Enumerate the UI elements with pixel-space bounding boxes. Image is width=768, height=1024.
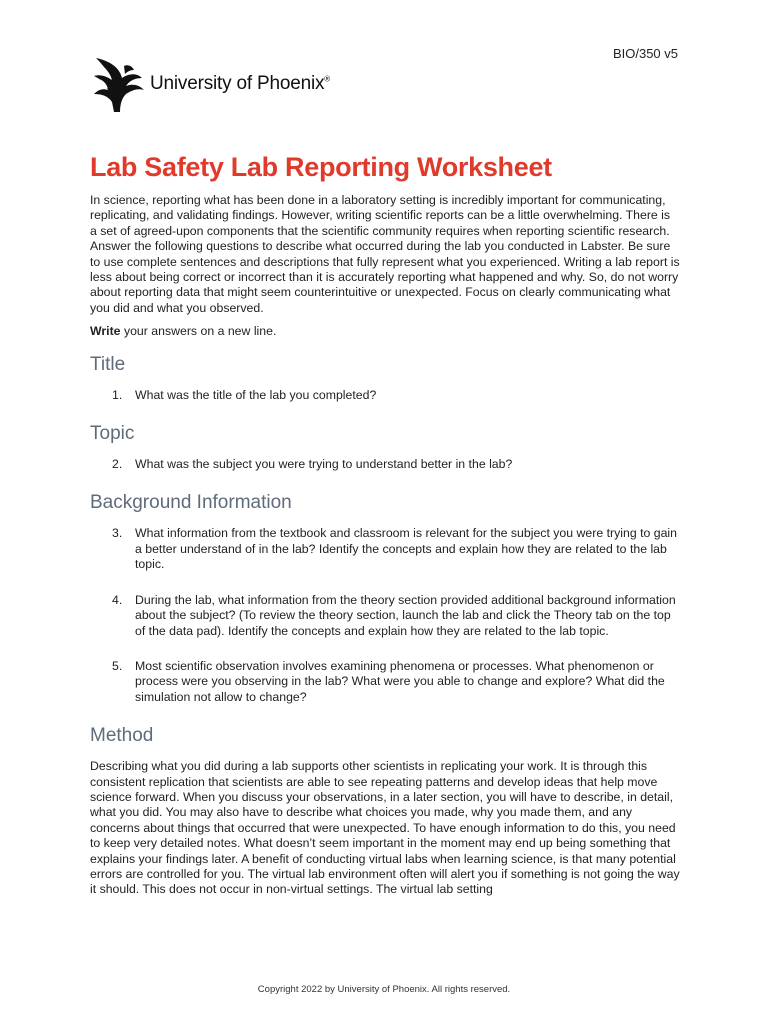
page-title: Lab Safety Lab Reporting Worksheet bbox=[90, 152, 552, 182]
instruction-text: your answers on a new line. bbox=[120, 324, 277, 339]
university-logo bbox=[90, 54, 330, 114]
question-item bbox=[90, 526, 680, 572]
method-paragraph: Describing what you did during a lab supports other scientists in replicating your work. It is through this consistent replication that scientists are able to see repeating patterns and develop ideas that help move science forward. When you discuss your observations, in a later section, you will have to describe, in detail, what you did. You may also have to describe what choices you made, why you made them, and any concerns about things that occurred that were unexpected. To have enough information to do this, you need to keep very detailed notes. What doesn’t seem important in the moment may end up being something that explains your findings later. A benefit of conducting virtual labs when learning science, is that many potential errors are controlled for you. The virtual lab environment often will alert you if something is not going the way it should. This does not occur in non-virtual settings. The virtual lab setting bbox=[90, 759, 680, 897]
instruction-line bbox=[90, 324, 680, 339]
question-list-topic bbox=[90, 457, 680, 472]
question-number: 2. bbox=[112, 457, 123, 472]
question-text: What was the subject you were trying to understand better in the lab? bbox=[135, 457, 513, 472]
course-code: BIO/350 v5 bbox=[612, 46, 678, 61]
question-item bbox=[90, 457, 680, 472]
question-list-background bbox=[90, 526, 680, 705]
question-number: 4. bbox=[112, 592, 123, 607]
instruction-bold: Write bbox=[90, 324, 121, 339]
question-number: 3. bbox=[112, 526, 123, 541]
question-list-title bbox=[90, 388, 680, 403]
logo-text: University of Phoenix bbox=[150, 73, 325, 94]
question-item bbox=[90, 659, 680, 705]
question-number: 5. bbox=[112, 658, 123, 673]
section-heading-method: Method bbox=[90, 725, 154, 747]
copyright-footer: Copyright 2022 by University of Phoenix. All rights reserved. bbox=[257, 984, 511, 995]
registered-mark: ® bbox=[324, 74, 330, 84]
section-heading-background: Background Information bbox=[90, 492, 292, 514]
intro-paragraph: In science, reporting what has been done in a laboratory setting is incredibly important for communicating, replicating, and validating findings. However, writing scientific reports can be a little overwhelming. There is a set of agreed-upon components that the scientific community requires when reporting scientific research. Answer the following questions to describe what occurred during the lab you conducted in Labster. Be sure to use complete sentences and descriptions that fully represent what you experienced. Writing a lab report is less about being correct or incorrect than it is accurately reporting what happened and why. So, do not worry about reporting data that might seem counterintuitive or unexpected. Focus on clearly communicating what you did and what you observed. bbox=[90, 193, 680, 315]
question-text: What information from the textbook and classroom is relevant for the subject you were trying to gain a better understand of in the lab? Identify the concepts and explain how they are related to the lab topic. bbox=[135, 526, 678, 572]
section-heading-topic: Topic bbox=[90, 423, 135, 445]
question-item bbox=[90, 593, 680, 639]
phoenix-bird-icon bbox=[90, 54, 146, 114]
question-text: Most scientific observation involves examining phenomena or processes. What phenomenon or process were you observing in the lab? What were you able to change and explore? What did the simulation not allow to change? bbox=[135, 658, 665, 704]
worksheet-content bbox=[90, 152, 680, 906]
question-number: 1. bbox=[112, 387, 123, 402]
question-text: During the lab, what information from the theory section provided additional background information about the subject? (To review the theory section, launch the lab and click the Theory tab on the top of the data pad). Identify the concepts and explain how they are related to the lab topic. bbox=[135, 592, 676, 638]
question-item bbox=[90, 388, 680, 403]
question-text: What was the title of the lab you completed? bbox=[135, 387, 377, 402]
section-heading-title: Title bbox=[90, 353, 126, 375]
